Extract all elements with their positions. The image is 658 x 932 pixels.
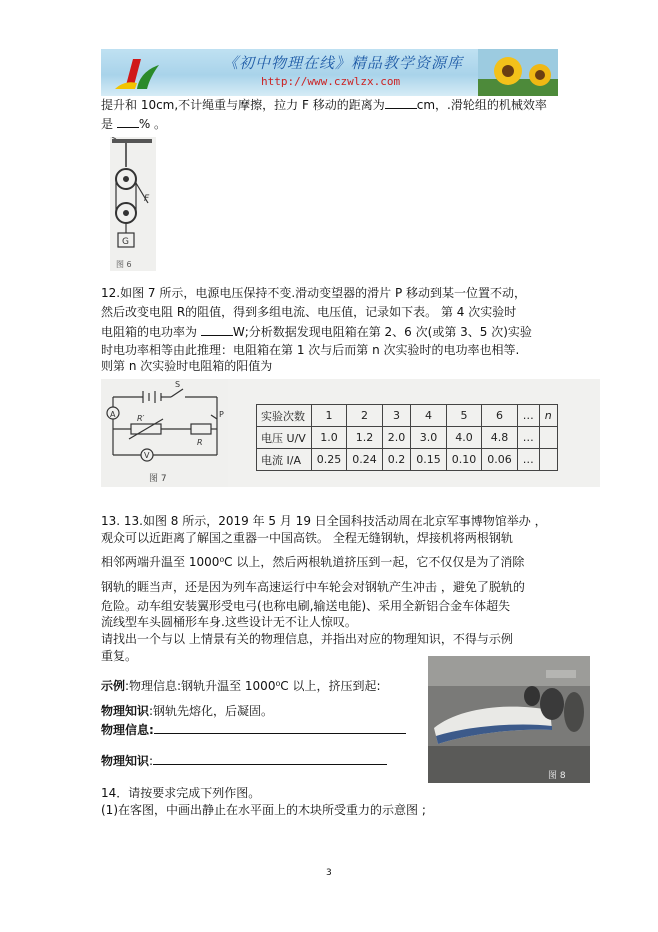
q13-line6: 流线型车头圆桶形车身.这些设计无不让人惊叹。 bbox=[101, 615, 357, 629]
table-cell: … bbox=[517, 405, 539, 427]
figure-8-photo bbox=[428, 656, 590, 783]
table-cell: 1.0 bbox=[311, 427, 347, 449]
q13-answer-knowledge-row bbox=[101, 751, 387, 771]
circuit-diagram bbox=[101, 379, 228, 487]
q11-line1 bbox=[101, 95, 547, 115]
q11-text-b: cm，.滑轮组的机械效率 bbox=[416, 98, 547, 112]
experiment-table bbox=[256, 404, 558, 471]
banner-title: 《初中物理在线》精品教学资源库 bbox=[223, 54, 464, 72]
q13-line8: 重复。 bbox=[101, 649, 138, 663]
q13-example-knowledge bbox=[101, 702, 273, 721]
q13-line3: 相邻两端升温至 1000⁰C 以上，然后两根轨道挤压到一起，它不仅仅是为了消除 bbox=[101, 555, 525, 569]
knowledge-label: 物理知识 bbox=[101, 704, 150, 718]
train-exhibition-photo bbox=[428, 656, 590, 783]
q12-text-b: W;分析数据发现电阻箱在第 2、6 次(或第 3、5 次)实验 bbox=[232, 325, 532, 339]
site-logo bbox=[111, 53, 163, 93]
table-cell: 电流 I/A bbox=[257, 449, 312, 471]
table-cell: 0.10 bbox=[446, 449, 482, 471]
q13-answer-info-row bbox=[101, 720, 406, 740]
example-label: 示例 bbox=[101, 679, 126, 693]
q12-line3 bbox=[101, 322, 532, 342]
table-row-voltage bbox=[257, 427, 558, 449]
voltmeter-letter: V bbox=[144, 451, 150, 460]
q11-line2 bbox=[101, 114, 166, 134]
q12-line2: 然后改变电阻 R的阻值，得到多组电流、电压值，记录如下表。 第 4 次实验时 bbox=[101, 305, 517, 319]
info-label: 物理信息: bbox=[101, 723, 154, 737]
q13-line1: 13. 13.如图 8 所示，2019 年 5 月 19 日全国科技活动周在北京军事博物馆举办 ， bbox=[101, 514, 547, 528]
table-cell: 1.2 bbox=[347, 427, 383, 449]
table-row-header bbox=[257, 405, 558, 427]
q11-text-a: 提升和 10cm,不计绳重与摩擦，拉力 F 移动的距离为 bbox=[101, 98, 385, 112]
fig6-letter-g: G bbox=[122, 237, 129, 247]
q14-line2: (1)在客图，中画出静止在水平面上的木块所受重力的示意图 ; bbox=[101, 803, 426, 817]
table-cell: 0.2 bbox=[382, 449, 411, 471]
q13-example bbox=[101, 677, 381, 696]
table-cell bbox=[539, 449, 557, 471]
table-cell bbox=[539, 427, 557, 449]
table-cell: 5 bbox=[446, 405, 482, 427]
example-text: :物理信息:钢轨升温至 1000⁰C 以上，挤压到起: bbox=[125, 679, 381, 693]
table-cell: 0.15 bbox=[411, 449, 447, 471]
q11-answer-blank-distance[interactable] bbox=[385, 95, 417, 109]
q12-line1: 12.如图 7 所示，电源电压保持不变.滑动变望器的滑片 P 移动到某一位置不动， bbox=[101, 286, 527, 300]
q13-line2: 观众可以近距离了解国之重器一中国高铁。 全程无缝钢轨，焊接机将两根钢轨 bbox=[101, 531, 513, 545]
q13-line7: 请找出一个与以 上情景有关的物理信息，并指出对应的物理知识，不得与示例 bbox=[101, 632, 513, 646]
fig6-letter-f: F bbox=[144, 194, 150, 204]
table-cell: … bbox=[517, 427, 539, 449]
slider-letter: P bbox=[219, 410, 224, 419]
table-cell: … bbox=[517, 449, 539, 471]
table-cell: 4.0 bbox=[446, 427, 482, 449]
physics-knowledge-answer-line[interactable] bbox=[153, 751, 387, 765]
switch-letter: S bbox=[175, 380, 181, 389]
table-cell: 4 bbox=[411, 405, 447, 427]
knowledge2-colon: : bbox=[149, 754, 154, 768]
fig7-caption: 图 7 bbox=[149, 474, 167, 484]
q12-answer-blank-power[interactable] bbox=[201, 322, 233, 336]
figure-7-data-table bbox=[228, 379, 600, 487]
table-cell: 实验次数 bbox=[257, 405, 312, 427]
figure-6-pulley bbox=[110, 137, 156, 271]
q12-line4: 时电功率相等由此推理：电阻箱在第 1 次与后而第 n 次实验时的电功率也相等. bbox=[101, 343, 520, 357]
fig6-caption: 图 6 bbox=[116, 260, 132, 269]
resistor-letter: R bbox=[197, 438, 203, 447]
table-cell: 2.0 bbox=[382, 427, 411, 449]
physics-info-answer-line[interactable] bbox=[154, 720, 406, 734]
q11-text-d: % 。 bbox=[138, 117, 167, 131]
q12-text-a: 电阻箱的电功率为 bbox=[101, 325, 201, 339]
q13-line4: 钢轨的睚当声，还是因为列车高速运行中车轮会对钢轨产生冲击 ，避免了脱轨的 bbox=[101, 580, 525, 594]
q14-line1: 14．请按要求完成下列作图。 bbox=[101, 786, 261, 800]
page-number: 3 bbox=[326, 868, 332, 878]
header-banner bbox=[101, 49, 558, 96]
ammeter-letter: A bbox=[110, 410, 116, 419]
table-cell: 3.0 bbox=[411, 427, 447, 449]
table-cell: 2 bbox=[347, 405, 383, 427]
q12-line5: 则第 n 次实验时电阻箱的阳值为 bbox=[101, 359, 273, 373]
table-cell: n bbox=[539, 405, 557, 427]
table-row-current bbox=[257, 449, 558, 471]
table-cell: 1 bbox=[311, 405, 347, 427]
figure-7-circuit bbox=[101, 379, 228, 487]
table-cell: 电压 U/V bbox=[257, 427, 312, 449]
table-cell: 0.06 bbox=[482, 449, 518, 471]
table-cell: 0.25 bbox=[311, 449, 347, 471]
table-cell: 6 bbox=[482, 405, 518, 427]
rheostat-letter: R′ bbox=[137, 414, 145, 423]
table-cell: 4.8 bbox=[482, 427, 518, 449]
table-cell: 0.24 bbox=[347, 449, 383, 471]
pulley-diagram bbox=[110, 137, 156, 271]
table-cell: 3 bbox=[382, 405, 411, 427]
q13-line5: 危险。动车组安装翼形受电弓(也称电刷,输送电能)、采用全新铝合金车体超失 bbox=[101, 599, 511, 613]
q11-text-c: 是 bbox=[101, 117, 117, 131]
knowledge-text: :钢轨先熔化，后凝固。 bbox=[149, 704, 274, 718]
banner-url: http://www.czwlzx.com bbox=[261, 75, 401, 88]
knowledge2-label: 物理知识 bbox=[101, 754, 150, 768]
fig8-caption: 图 8 bbox=[548, 771, 566, 781]
q11-answer-blank-efficiency[interactable] bbox=[117, 114, 139, 128]
sunflower-image bbox=[478, 49, 558, 96]
